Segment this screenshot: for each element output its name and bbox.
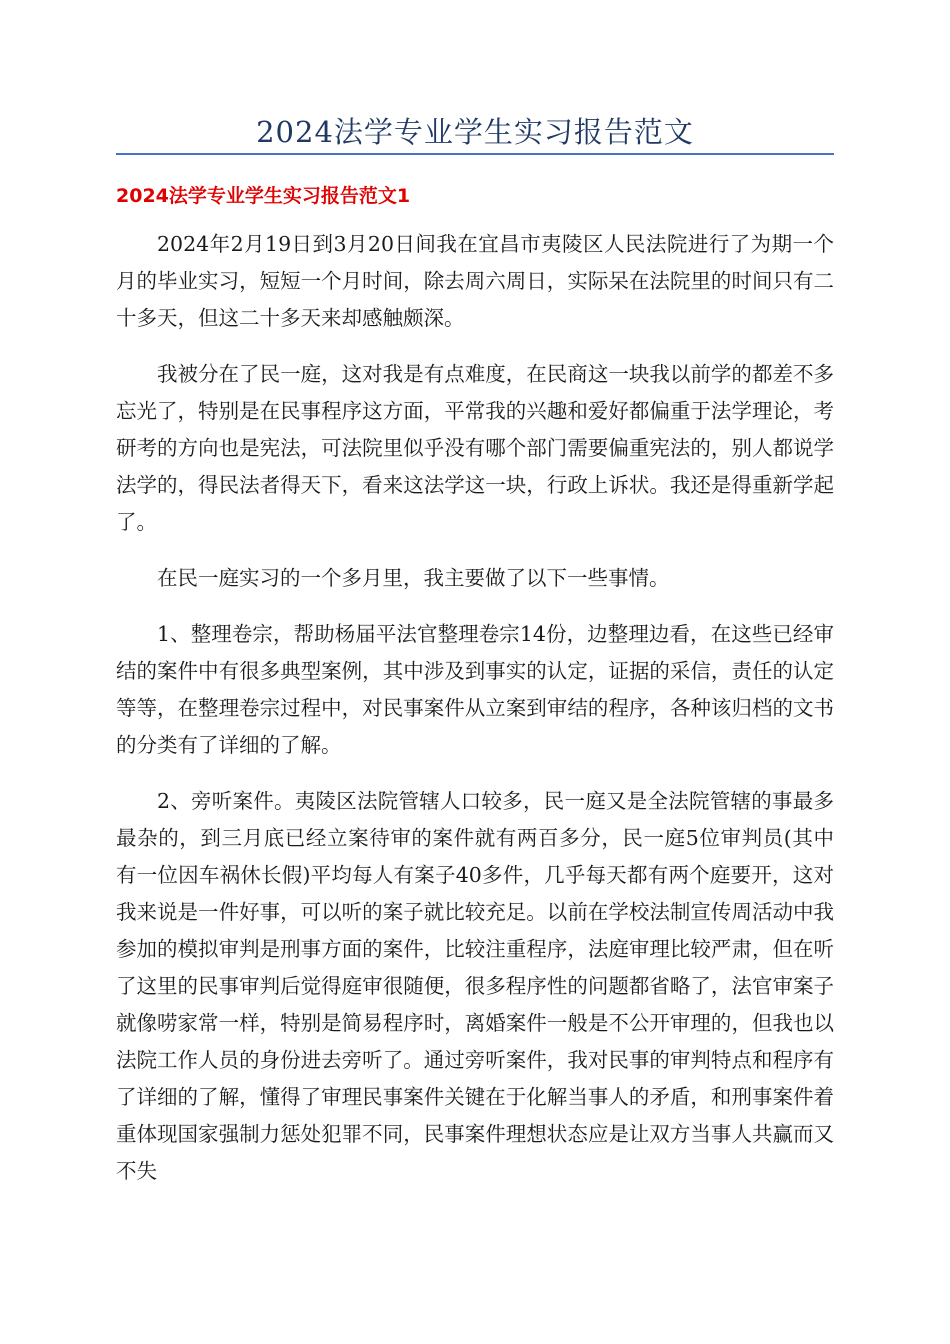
section-heading: 2024法学专业学生实习报告范文1 (116, 185, 411, 207)
paragraph-1: 2024年2月19日到3月20日间我在宜昌市夷陵区人民法院进行了为期一个月的毕业实习，短短一个月时间，除去周六周日，实际呆在法院里的时间只有二十多天，但这二十多天来却感触颇深。 (116, 232, 834, 330)
document-title: 2024法学专业学生实习报告范文 (256, 115, 694, 149)
paragraph-2: 我被分在了民一庭，这对我是有点难度，在民商这一块我以前学的都差不多忘光了，特别是在民事程序这方面，平常我的兴趣和爱好都偏重于法学理论，考研考的方向也是宪法，可法院里似乎没有哪个部门需要偏重宪法的，别人都说学法学的，得民法者得天下，看来这法学这一块，行政上诉状。我还是得重新学起了。 (116, 362, 834, 534)
paragraph-5: 2、旁听案件。夷陵区法院管辖人口较多，民一庭又是全法院管辖的事最多最杂的，到三月底已经立案待审的案件就有两百多分，民一庭5位审判员(其中有一位因车祸休长假)平均每人有案子40多件，几乎每天都有两个庭要开，这对我来说是一件好事，可以听的案子就比较充足。以前在学校法制宣传周活动中我参加的模拟审判是刑事方面的案件，比较注重程序，法庭审理比较严肃，但在听了这里的民事审判后觉得庭审很随便，很多程序性的问题都省略了，法官审案子就像唠家常一样，特别是简易程序时，离婚案件一般是不公开审理的，但我也以法院工作人员的身份进去旁听了。通过旁听案件，我对民事的审判特点和程序有了详细的了解，懂得了审理民事案件关键在于化解当事人的矛盾，和刑事案件着重体现国家强制力惩处犯罪不同，民事案件理想状态应是让双方当事人共赢而又不失 (116, 789, 834, 1183)
paragraph-4: 1、整理卷宗，帮助杨届平法官整理卷宗14份，边整理边看，在这些已经审结的案件中有很多典型案例，其中涉及到事实的认定，证据的采信，责任的认定等等，在整理卷宗过程中，对民事案件从立案到审结的程序，各种该归档的文书的分类有了详细的了解。 (116, 622, 834, 757)
paragraph-3: 在民一庭实习的一个多月里，我主要做了以下一些事情。 (157, 566, 670, 590)
document-body (116, 226, 834, 1209)
title-underline (116, 153, 834, 155)
